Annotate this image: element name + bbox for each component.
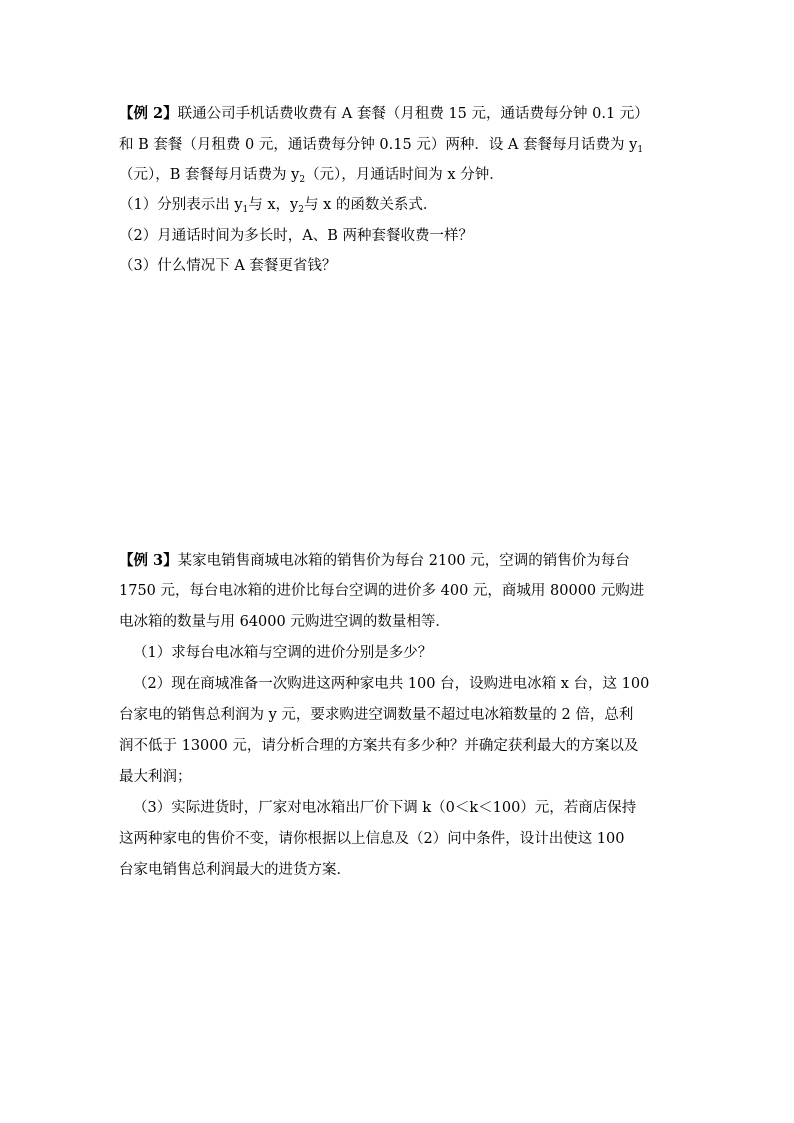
example-2-question-3: （3）什么情况下 A 套餐更省钱？ (119, 258, 337, 274)
example-2-line-2: 和 B 套餐（月租费 0 元，通话费每分钟 0.15 元）两种．设 A 套餐每月话费为 $y_1$ (119, 137, 644, 155)
example-3-question-3-line-2: 这两种家电的售价不变，请你根据以上信息及（2）问中条件，设计出使这 100 (119, 831, 625, 847)
example-2-question-2: （2）月通话时间为多长时，A、B 两种套餐收费一样？ (119, 228, 473, 244)
example-3-question-2-line-4: 最大利润； (119, 769, 192, 785)
example-3-question-3-line-3: 台家电销售总利润最大的进货方案． (119, 862, 351, 878)
example-3-line-2: 1750 元，每台电冰箱的进价比每台空调的进价多 400 元，商城用 80000 元购进 (119, 583, 645, 599)
example-3-question-3-line-1: （3）实际进货时，厂家对电冰箱出厂价下调 k（0＜k＜100）元，若商店保持 (133, 800, 637, 816)
example-3-question-2-line-1: （2）现在商城准备一次购进这两种家电共 100 台，设购进电冰箱 x 台，这 100 (133, 676, 650, 692)
example-3-line-1 (119, 551, 630, 571)
example-3-line-3: 电冰箱的数量与用 64000 元购进空调的数量相等． (119, 614, 450, 630)
example-2-line-1 (119, 104, 649, 124)
example-3-question-1: （1）求每台电冰箱与空调的进价分别是多少？ (133, 645, 433, 661)
example-2-question-1: （1）分别表示出 $y_1$与 x，$y_2$与 x 的函数关系式． (119, 197, 438, 215)
example-3-line-1-text: 某家电销售商城电冰箱的销售价为每台 2100 元，空调的销售价为每台 (177, 553, 630, 569)
example-2-line-3: （元），B 套餐每月话费为 $y_2$（元），月通话时间为 x 分钟． (119, 167, 504, 185)
example-3-tag: 【例 3】 (119, 552, 178, 569)
example-2-line-1-text: 联通公司手机话费收费有 A 套餐（月租费 15 元，通话费每分钟 0.1 元） (177, 106, 649, 122)
example-3-question-2-line-3: 润不低于 13000 元，请分析合理的方案共有多少种？并确定获利最大的方案以及 (119, 738, 639, 754)
example-2-tag: 【例 2】 (119, 105, 178, 122)
example-3-question-2-line-2: 台家电的销售总利润为 y 元，要求购进空调数量不超过电冰箱数量的 2 倍，总利 (119, 707, 634, 723)
